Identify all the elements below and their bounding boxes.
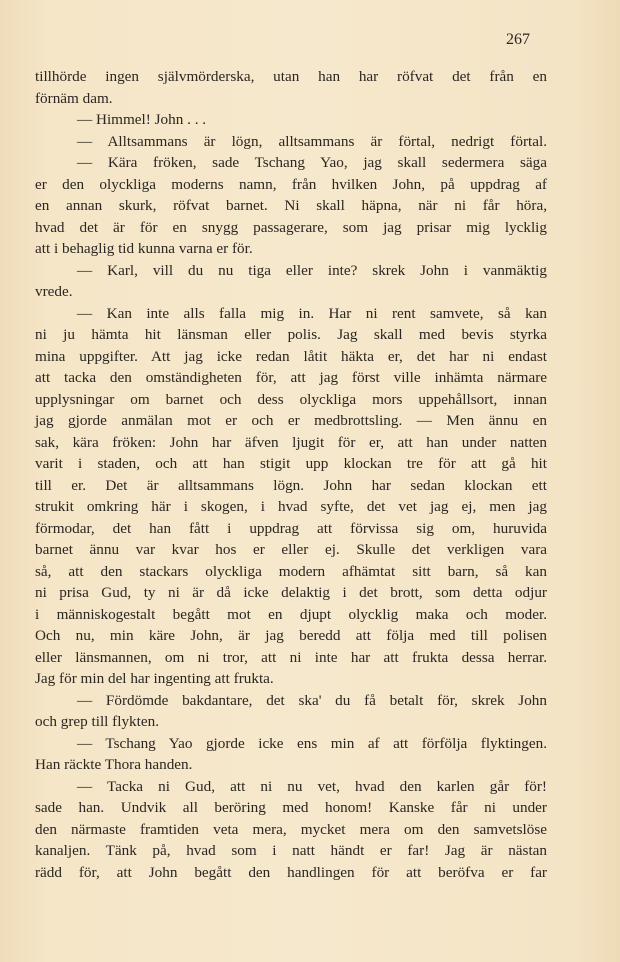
text-line: eller länsmannen, om ni tror, att ni inte har att frukta dessa herrar. bbox=[35, 648, 547, 666]
text-line: och grep till flykten. bbox=[35, 713, 159, 730]
text-line: Och nu, min käre John, är jag beredd att följa med till polisen bbox=[35, 627, 547, 644]
text-line: — Himmel! John . . . bbox=[77, 111, 207, 128]
text-line: att i behaglig tid kunna varna er för. bbox=[35, 240, 253, 257]
text-line: kanaljen. Tänk på, hvad som i natt händt er far! Jag är nästan bbox=[35, 842, 547, 859]
text-line: — Kan inte alls falla mig in. Har ni rent samvete, så kan bbox=[77, 304, 547, 322]
text-line: tillhörde ingen självmörderska, utan han har röfvat det från en bbox=[35, 68, 547, 85]
text-line: rädd för, att John begått den handlingen för att beröfva er far bbox=[35, 863, 547, 881]
text-line: den närmaste framtiden veta mera, mycket mera om den samvetslöse bbox=[35, 820, 547, 838]
text-line: barnet ännu var kvar hos er eller ej. Skulle det verkligen vara bbox=[35, 541, 547, 558]
text-line: varit i staden, och att han stigit upp klockan tre för att gå hit bbox=[35, 455, 547, 472]
body-text bbox=[35, 66, 547, 883]
text-line: er den olyckliga moderns namn, från hvilken John, på uppdrag af bbox=[35, 175, 547, 193]
text-line: — Tschang Yao gjorde icke ens min af att förfölja flyktingen. bbox=[77, 734, 547, 752]
page-number: 267 bbox=[506, 31, 530, 48]
text-line: — Alltsammans är lögn, alltsammans är förtal, nedrigt förtal. bbox=[77, 132, 547, 150]
text-line: — Kära fröken, sade Tschang Yao, jag skall sedermera säga bbox=[77, 154, 547, 171]
text-line: jag gjorde anmälan mot er och er medbrottsling. — Men ännu en bbox=[35, 412, 547, 429]
text-line: till er. Det är alltsammans lögn. John har sedan klockan ett bbox=[35, 476, 547, 494]
text-line: — Tacka ni Gud, att ni nu vet, hvad den karlen går för! bbox=[77, 777, 547, 795]
text-line: sak, kära fröken: John har äfven ljugit för er, att han under natten bbox=[35, 433, 547, 451]
text-line: vrede. bbox=[35, 283, 73, 300]
text-line: hvad det är för en snygg passagerare, som jag prisar mig lycklig bbox=[35, 218, 547, 236]
text-line: — Karl, vill du nu tiga eller inte? skrek John i vanmäktig bbox=[77, 261, 547, 279]
text-line: mina uppgifter. Att jag icke redan låtit häkta er, det har ni endast bbox=[35, 347, 547, 365]
text-line: strukit omkring här i skogen, i hvad syfte, det vet jag ej, men jag bbox=[35, 498, 547, 515]
text-line: en annan skurk, röfvat barnet. Ni skall häpna, när ni får höra, bbox=[35, 197, 547, 214]
text-line: förnäm dam. bbox=[35, 89, 113, 107]
text-line: Han räckte Thora handen. bbox=[35, 756, 193, 773]
text-line: i människogestalt begått mot en djupt olycklig maka och moder. bbox=[35, 605, 547, 623]
text-line: upplysningar om barnet och dess olyckliga mors uppehållsort, innan bbox=[35, 390, 547, 408]
text-line: så, att den stackars olyckliga modern afhämtat sitt barn, så kan bbox=[35, 562, 547, 580]
text-line: sade han. Undvik all beröring med honom! Kanske får ni under bbox=[35, 799, 547, 816]
text-line: Jag för min del har ingenting att frukta. bbox=[35, 670, 274, 687]
text-line: ni ju hämta hit länsman eller polis. Jag skall med bevis styrka bbox=[35, 326, 547, 343]
text-line: att tacka den omständigheten för, att jag först ville inhämta närmare bbox=[35, 369, 547, 386]
text-line: ni prisa Gud, ty ni är då icke delaktig i det brott, som detta odjur bbox=[35, 584, 547, 601]
text-line: förmodar, det han fått i uppdrag att förvissa sig om, huruvida bbox=[35, 519, 547, 537]
text-line: — Fördömde bakdantare, det ska' du få betalt för, skrek John bbox=[77, 691, 547, 709]
